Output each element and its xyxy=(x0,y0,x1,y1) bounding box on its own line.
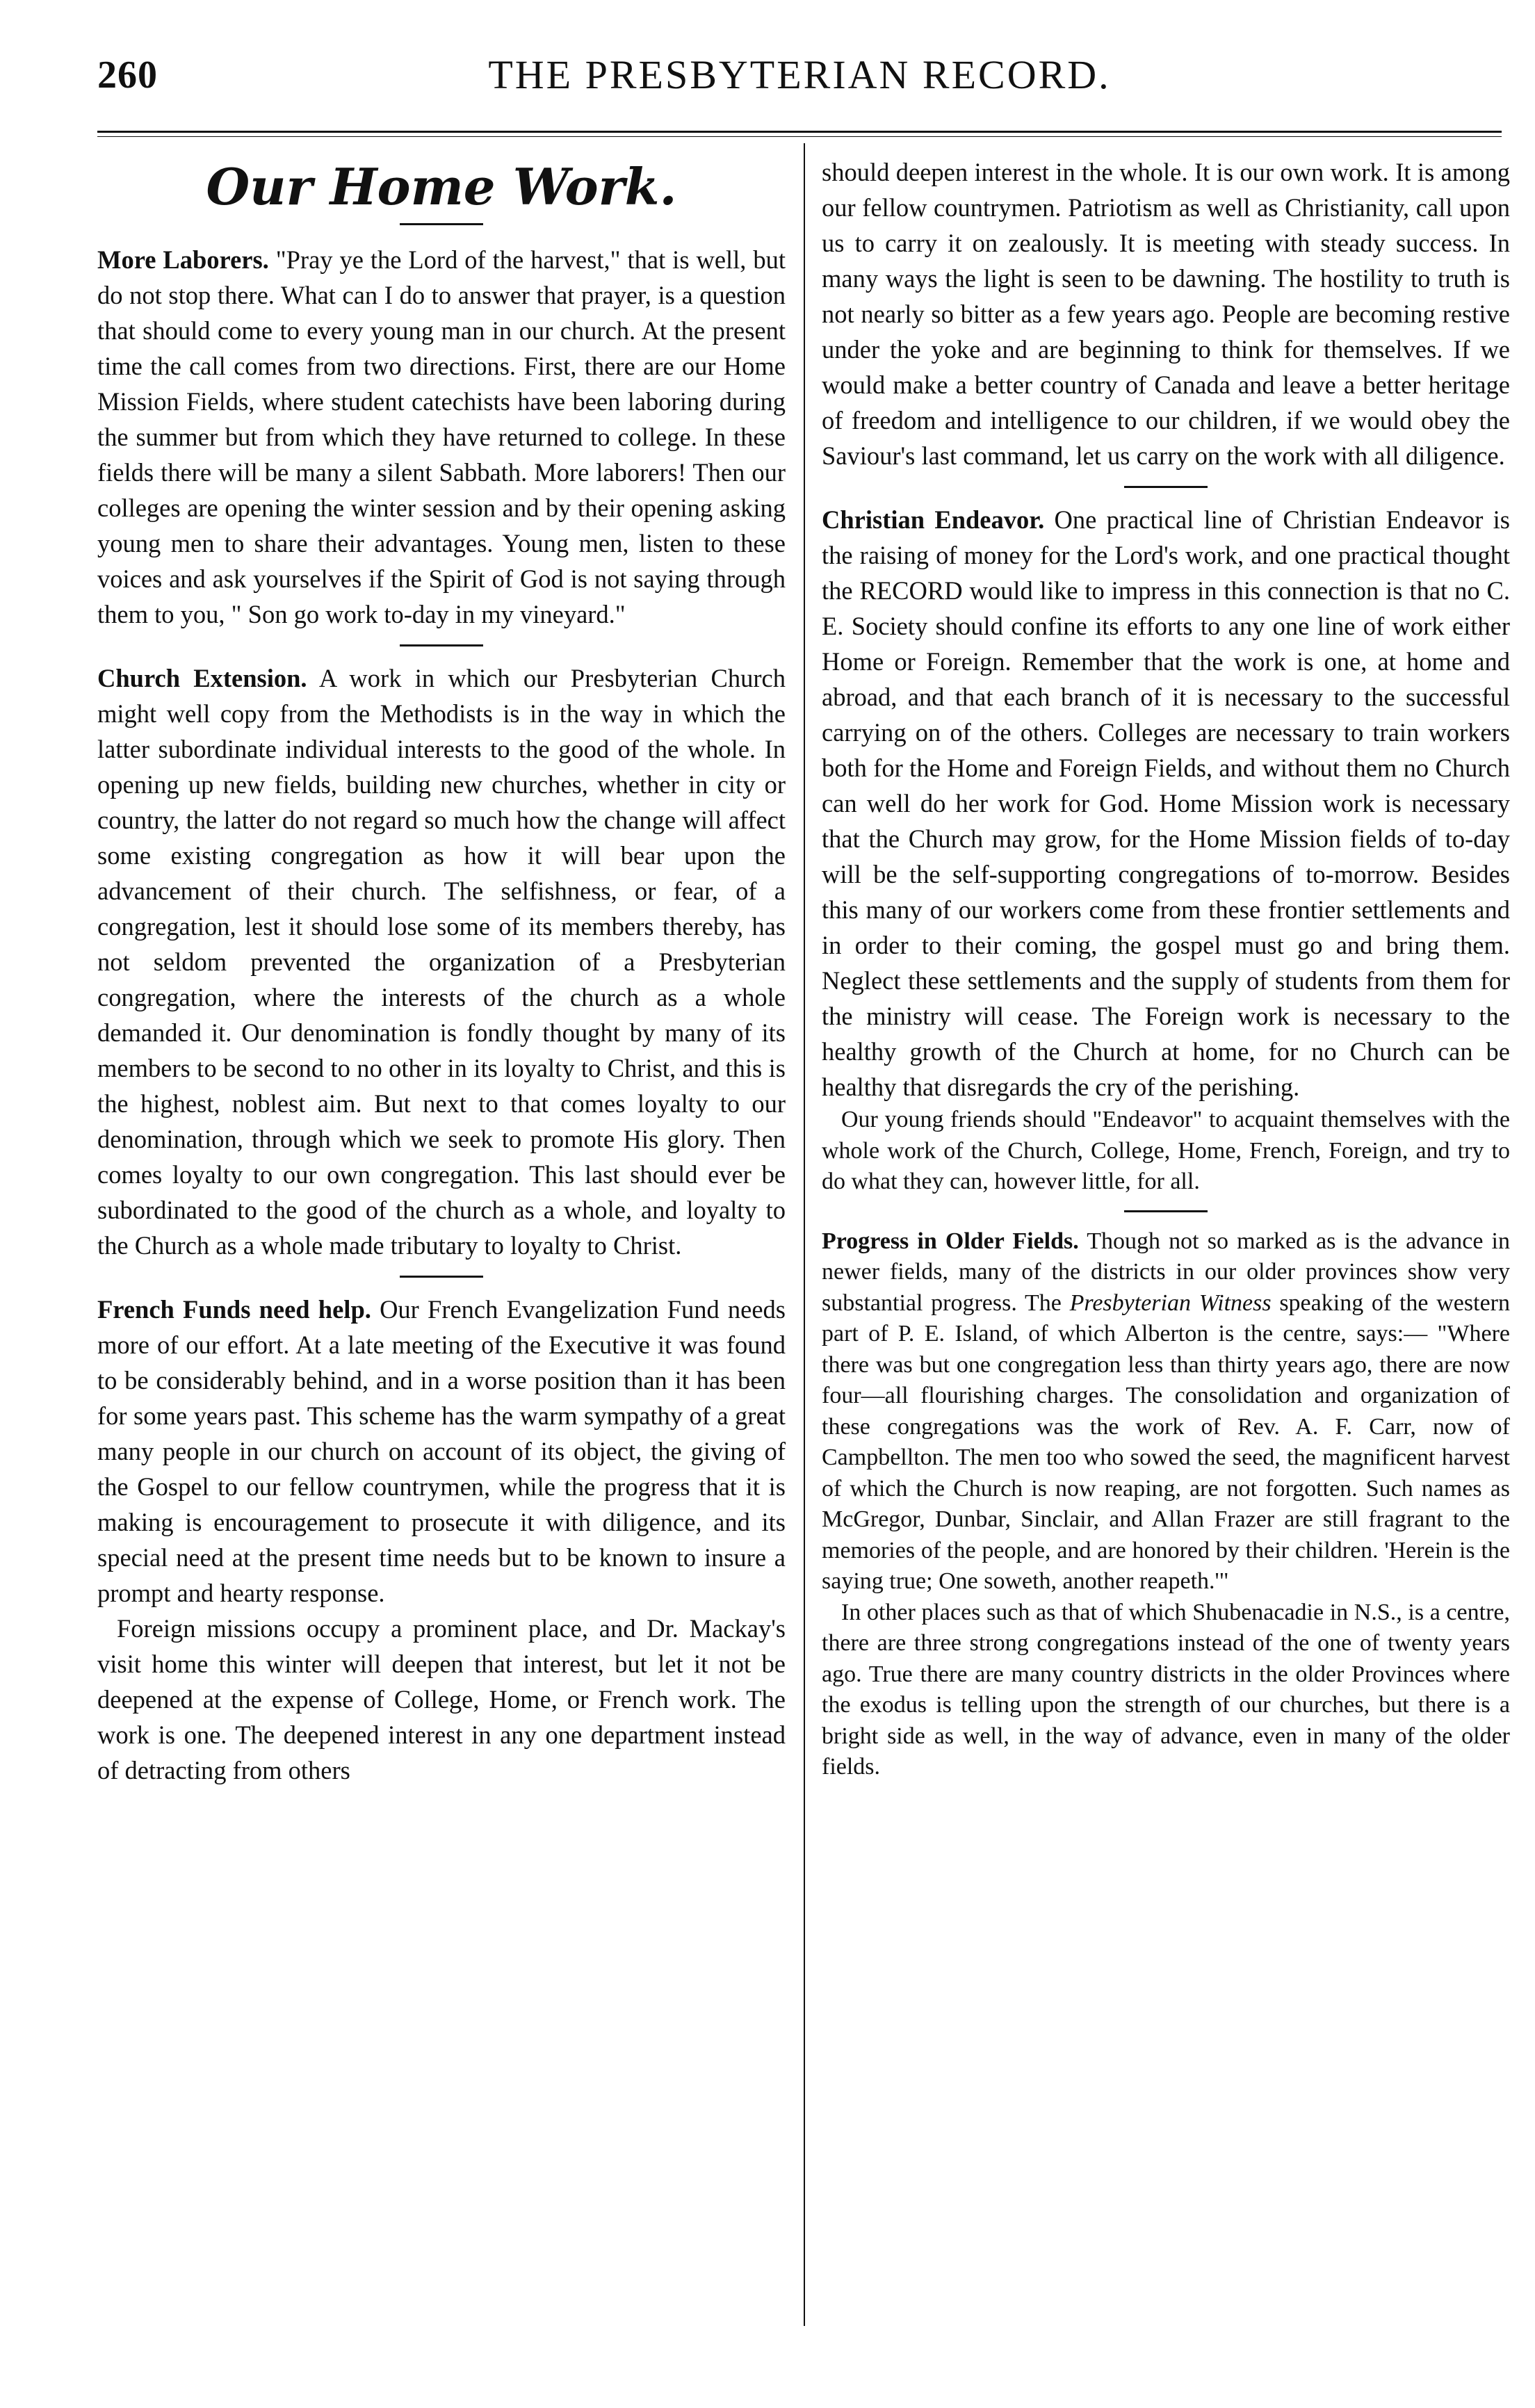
article-text: A work in which our Presbyterian Church might well copy from the Methodists is in the way in which the latter subordinate individual interests to the good of the whole. In opening up new fields, building new churches, whether in city or country, the latter do not regard so much how the change will affect some existing congregation as how it will bear upon the advancement of their church. The selfishness, or fear, of a congregation, lest it should lose some of its members thereby, has not seldom prevented the organization of a Presbyterian congregation, where the interests of the church as a whole demanded it. Our denomination is fondly thought by many of its members to be second to no other in its loyalty to Christ, and this is the highest, noblest aim. But next to that comes loyalty to our denomination, through which we seek to promote His glory. Then comes loyalty to our own congregation. This last should ever be subordinated to the good of the church as a whole, and loyalty to the Church as a whole made tributary to loyalty to Christ. xyxy=(97,664,786,1260)
title-rule xyxy=(400,223,483,225)
article-more-laborers xyxy=(97,242,786,632)
page-number: 260 xyxy=(97,54,158,97)
article-christian-endeavor xyxy=(822,502,1510,1105)
article-separator xyxy=(1124,1210,1208,1212)
side-head-church-extension: Church Extension. xyxy=(97,664,307,692)
page-header xyxy=(97,49,1502,111)
article-christian-endeavor-young-friends: Our young friends should "Endeavor" to acquaint themselves with the whole work of the Church, College, Home, French, Foreign, and try to do what they can, however little, for all. xyxy=(822,1107,1510,1194)
article-text: "Pray ye the Lord of the harvest," that is well, but do not stop there. What can I do to answer that prayer, is a question that should come to every young man in our church. At the present time the call comes from two directions. First, there are our Home Mission Fields, where student catechists have been laboring during the summer but from which they have returned to college. In these fields there will be many a silent Sabbath. More laborers! Then our colleges are opening the winter session and by their opening asking young men to share their advantages. Young men, listen to these voices and ask yourselves if the Spirit of God is not saying through them to you, " Son go work to-day in my vineyard." xyxy=(97,245,786,628)
column-divider xyxy=(804,143,805,2326)
article-older-fields xyxy=(822,1226,1510,1597)
article-french-funds-foreign: Foreign missions occupy a prominent place, and Dr. Mackay's visit home this winter will deepen that interest, but let it not be deepened at the expense of College, Home, or French work. The work is one. The deepened interest in any one department instead of detracting from others xyxy=(97,1614,786,1784)
article-older-fields-other-places: In other places such as that of which Shubenacadie in N.S., is a centre, there are three strong congregations instead of the one of twenty years ago. True there are many country districts in the older Provinces where the exodus is telling upon the strength of our churches, but there is a bright side as well, in the way of advance, even in many of the older fields. xyxy=(822,1599,1510,1780)
article-french-funds xyxy=(97,1292,786,1611)
article-text: One practical line of Christian Endeavor is the raising of money for the Lord's work, and one practical thought the RECORD would like to impress in this connection is that no C. E. Society should confine its efforts to any one line of work either Home or Foreign. Remember that the work is one, at home and abroad, and that each branch of it is necessary to the successful carrying on of the others. Colleges are necessary to train workers both for the Home and Foreign Fields, and without them no Church can well do her work for God. Home Mission work is necessary that the Church may grow, for the Home Mission fields of to-day will be the self-supporting congregations of to-morrow. Besides this many of our workers come from these frontier settlements and in order to their coming, the gospel must go and bring them. Neglect these settlements and the supply of students from them for the ministry will cease. The Foreign work is necessary to the healthy growth of the Church at home, for no Church can be healthy that disregards the cry of the perishing. xyxy=(822,505,1510,1101)
article-text: speaking of the western part of P. E. Island, of which Alberton is the centre, says:— "Where there was but one congregation less than thirty years ago, there are now four—all flourishing charges. The consolidation and organization of these congregations was the work of Rev. A. F. Carr, now of Campbellton. The men too who sowed the seed, the magnificent harvest of which the Church is now reaping, are not forgotten. Such names as McGregor, Dunbar, Sinclair, and Allan Frazer are still fragrant to the memories of the people, and are honored by their children. 'Herein is the saying true; One soweth, another reapeth.'" xyxy=(822,1290,1510,1594)
article-text: Our French Evangelization Fund needs more of our effort. At a late meeting of the Executive it was found to be considerably behind, and in a worse position than it has been for some years past. This scheme has the warm sympathy of a great many people in our church on account of its object, the giving of the Gospel to our fellow countrymen, while the progress that it is making is encouragement to prosecute it with diligence, and its special need at the present time needs but to be known to insure a prompt and hearty response. xyxy=(97,1295,786,1607)
article-french-funds-continued: should deepen interest in the whole. It is our own work. It is among our fellow countrymen. Patriotism as well as Christianity, call upon us to carry it on zealously. It is meeting with steady success. In many ways the light is seen to be dawning. The hostility to truth is not nearly so bitter as a few years ago. People are becoming restive under the yoke and are beginning to think for themselves. If we would make a better country of Canada and leave a better heritage of freedom and intelligence to our children, if we would obey the Saviour's last command, let us carry on the work with all diligence. xyxy=(822,158,1510,470)
article-separator xyxy=(400,644,483,646)
left-column xyxy=(97,154,786,1788)
side-head-french-funds: French Funds need help. xyxy=(97,1295,371,1324)
right-column xyxy=(822,154,1510,1783)
side-head-christian-endeavor: Christian Endeavor. xyxy=(822,505,1045,534)
side-head-older-fields: Progress in Older Fields. xyxy=(822,1228,1079,1254)
header-rule-thin xyxy=(97,136,1502,137)
article-separator xyxy=(1124,486,1208,488)
article-separator xyxy=(400,1276,483,1278)
article-church-extension xyxy=(97,660,786,1263)
article-text: Though not so marked as is the advance in newer fields, many of the districts in our older provinces show very substantial progress. The xyxy=(822,1228,1510,1316)
header-rule xyxy=(97,131,1502,133)
running-head: THE PRESBYTERIAN RECORD. xyxy=(488,52,1111,97)
side-head-more-laborers: More Laborers. xyxy=(97,245,269,274)
section-title: Our Home Work. xyxy=(206,157,677,216)
publication-name: Presbyterian Witness xyxy=(1069,1290,1272,1316)
